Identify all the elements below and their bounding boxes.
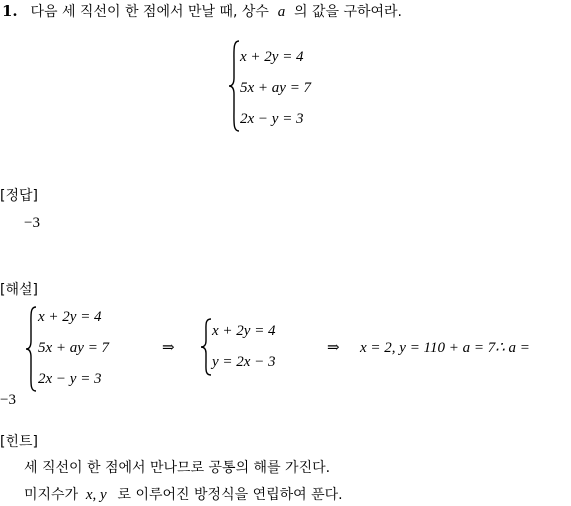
hint-line-2-before: 미지수가 [24, 487, 79, 503]
hint-line-2 [24, 487, 343, 503]
hint-line-2-vars: x, y [85, 487, 107, 503]
problem-system-brace [228, 40, 240, 132]
solution-sys1-eq-1: x + 2y = 4 [38, 309, 102, 325]
solution-label: [해설] [0, 282, 38, 298]
solution-sys1-eq-2: 5x + ay = 7 [38, 340, 110, 356]
solution-arrow-2: ⇒ [327, 340, 340, 356]
solution-system2-brace [200, 318, 212, 376]
answer-value: −3 [24, 215, 40, 231]
solution-sys2-eq-1: x + 2y = 4 [212, 323, 276, 339]
problem-eq-3: 2x − y = 3 [240, 111, 304, 127]
hint-line-1: 세 직선이 한 점에서 만나므로 공통의 해를 가진다. [24, 460, 331, 476]
problem-header [2, 4, 402, 20]
problem-eq-1: x + 2y = 4 [240, 49, 304, 65]
solution-system1-brace [25, 306, 37, 392]
solution-conclusion-tail: −3 [0, 392, 16, 408]
problem-text-before: 다음 세 직선이 한 점에서 만날 때, 상수 [30, 4, 269, 20]
answer-label: [정답] [0, 188, 38, 204]
problem-variable: a [277, 4, 286, 20]
solution-conclusion: x = 2, y = 110 + a = 7∴ a = [360, 340, 530, 356]
problem-eq-2: 5x + ay = 7 [240, 80, 312, 96]
solution-sys1-eq-3: 2x − y = 3 [38, 371, 102, 387]
solution-sys2-eq-2: y = 2x − 3 [212, 354, 276, 370]
problem-text-after: 의 값을 구하여라. [293, 4, 403, 20]
problem-number: 1. [2, 2, 18, 20]
hint-label: [힌트] [0, 434, 38, 450]
hint-line-2-after: 로 이루어진 방정식을 연립하여 푼다. [117, 487, 343, 503]
solution-arrow-1: ⇒ [162, 340, 175, 356]
